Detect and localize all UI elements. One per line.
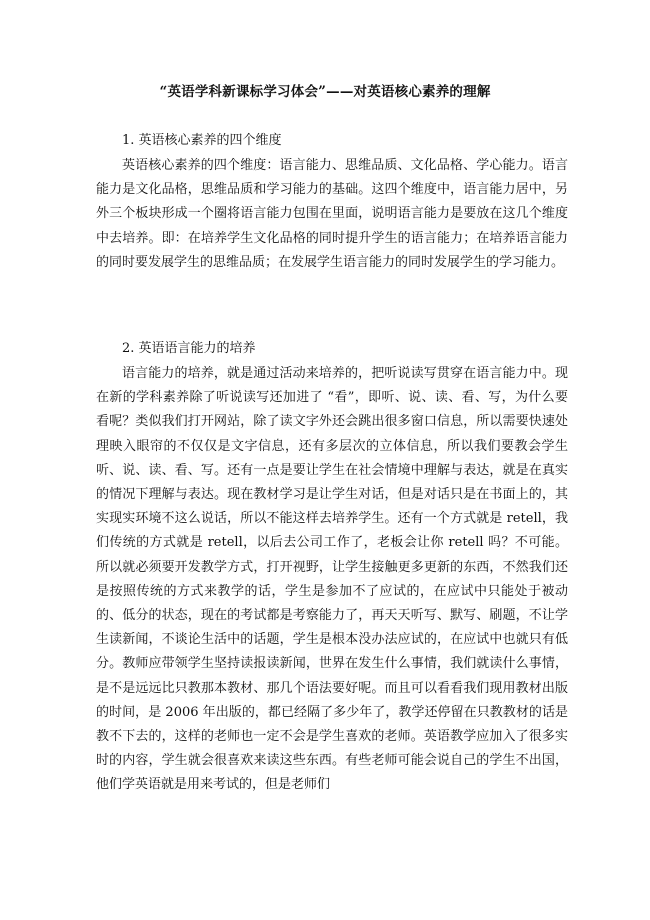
section-heading: 2. 英语语言能力的培养 xyxy=(122,341,256,356)
section-language-ability xyxy=(96,336,568,798)
document-title: “英语学科新课标学习体会”——对英语核心素养的理解 xyxy=(159,84,491,100)
section-core-literacy-dimensions xyxy=(96,128,568,275)
section-paragraph: 英语核心素养的四个维度：语言能力、思维品质、文化品格、学心能力。语言能力是文化品格，思维品质和学习能力的基础。这四个维度中，语言能力居中，另外三个板块形成一个圈将语言能力包围在里面，说明语言能力是要放在这几个维度中去培养。即：在培养学生文化品格的同时提升学生的语言能力；在培养语言能力的同时要发展学生的思维品质；在发展学生语言能力的同时发展学生的学习能力。 xyxy=(96,158,568,270)
section-heading: 1. 英语核心素养的四个维度 xyxy=(122,133,282,148)
section-paragraph: 语言能力的培养，就是通过活动来培养的，把听说读写贯穿在语言能力中。现在新的学科素养除了听说读写还加进了 “看”，即听、说、读、看、写，为什么要看呢？类似我们打开网站，除了读文字外还会跳出很多窗口信息，所以需要快速处理映入眼帘的不仅仅是文字信息，还有多层次的立体信息，所以我们要教会学生听、说、读、看、写。还有一点是要让学生在社会情境中理解与表达，就是在真实的情况下理解与表达。现在教材学习是让学生对话，但是对话只是在书面上的，其实现实环境不这么说话，所以不能这样去培养学生。还有一个方式就是 retell，我们传统的方式就是 retell，以后去公司工作了，老板会让你 retell 吗？不可能。所以就必须要开发教学方式，打开视野，让学生接触更多更新的东西，不然我们还是按照传统的方式来教学的话，学生是参加不了应试的，在应试中只能处于被动的、低分的状态，现在的考试都是考察能力了，再天天听写、默写、刷题，不让学生读新闻，不谈论生活中的话题，学生是根本没办法应试的，在应试中也就只有低分。教师应带领学生坚持读报读新闻，世界在发生什么事情，我们就读什么事情，是不是远远比只教那本教材、那几个语法要好呢。而且可以看看我们现用教材出版的时间，是 2006 年出版的，都已经隔了多少年了，教学还停留在只教教材的话是教不下去的，这样的老师也一定不会是学生喜欢的老师。英语教学应加入了很多实时的内容，学生就会很喜欢来读这些东西。有些老师可能会说自己的学生不出国，他们学英语就是用来考试的，但是老师们 xyxy=(96,366,568,793)
